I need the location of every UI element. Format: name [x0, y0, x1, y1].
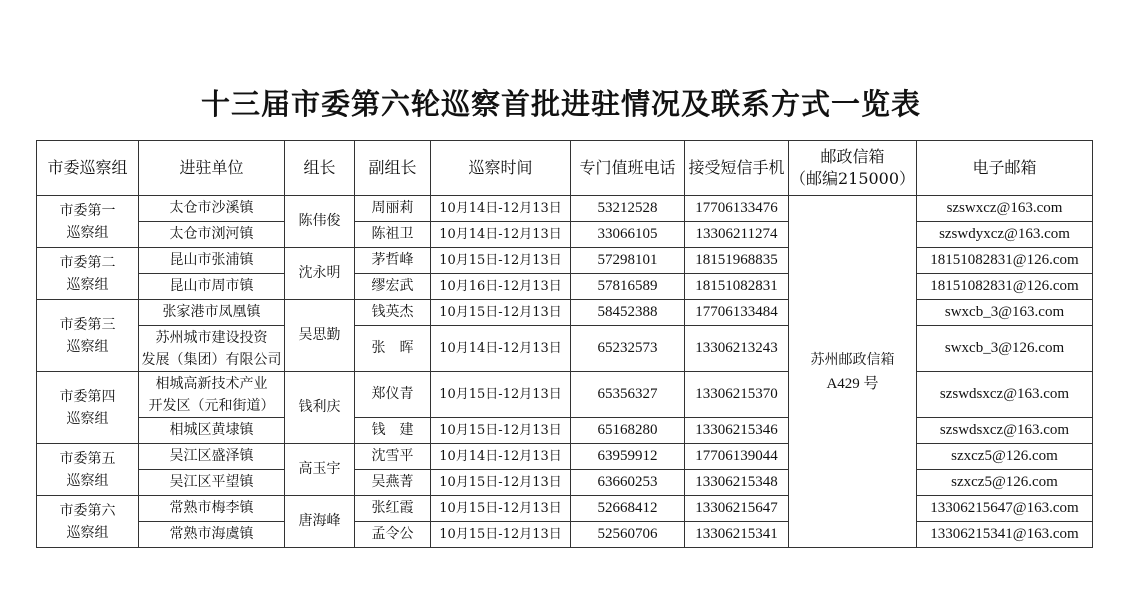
deputy-cell: 钱英杰	[355, 300, 431, 326]
unit-line1: 苏州城市建设投资	[155, 329, 268, 346]
leader-cell: 沈永明	[285, 248, 355, 300]
table-row	[37, 470, 1093, 496]
group-name-line2: 巡察组	[66, 338, 109, 355]
deputy-cell: 沈雪平	[355, 444, 431, 470]
postbox-line2: A429 号	[826, 375, 879, 392]
unit-cell	[139, 326, 285, 372]
email-cell[interactable]: szxcz5@126.com	[917, 470, 1093, 496]
table-row	[37, 300, 1093, 326]
unit-line1: 相城高新技术产业	[155, 375, 268, 392]
header-postbox-line2: （邮编215000）	[789, 169, 916, 188]
mobile-cell: 18151082831	[685, 274, 789, 300]
mobile-cell: 13306215370	[685, 372, 789, 418]
leader-cell: 唐海峰	[285, 496, 355, 548]
unit-cell: 吴江区盛泽镇	[139, 444, 285, 470]
table-row	[37, 248, 1093, 274]
header-postbox	[789, 141, 917, 196]
group-name	[37, 496, 139, 548]
deputy-cell: 钱 建	[355, 418, 431, 444]
phone-cell: 65356327	[571, 372, 685, 418]
header-leader: 组长	[285, 141, 355, 196]
email-cell[interactable]: 18151082831@126.com	[917, 274, 1093, 300]
mobile-cell: 13306215348	[685, 470, 789, 496]
unit-cell: 昆山市张浦镇	[139, 248, 285, 274]
unit-cell: 昆山市周市镇	[139, 274, 285, 300]
mobile-cell: 17706133476	[685, 196, 789, 222]
period-cell: 10月14日-12月13日	[431, 326, 571, 372]
phone-cell: 63660253	[571, 470, 685, 496]
email-cell[interactable]: szswdyxcz@163.com	[917, 222, 1093, 248]
phone-cell: 65232573	[571, 326, 685, 372]
header-postbox-line1: 邮政信箱	[820, 147, 885, 166]
deputy-cell: 张 晖	[355, 326, 431, 372]
group-name-line1: 市委第四	[59, 388, 116, 405]
mobile-cell: 13306215346	[685, 418, 789, 444]
header-email: 电子邮箱	[917, 141, 1093, 196]
header-group: 市委巡察组	[37, 141, 139, 196]
deputy-cell: 孟令公	[355, 522, 431, 548]
email-cell[interactable]: szxcz5@126.com	[917, 444, 1093, 470]
group-name	[37, 444, 139, 496]
table-row	[37, 222, 1093, 248]
header-period: 巡察时间	[431, 141, 571, 196]
leader-cell: 陈伟俊	[285, 196, 355, 248]
mobile-cell: 17706133484	[685, 300, 789, 326]
group-name	[37, 372, 139, 444]
phone-cell: 63959912	[571, 444, 685, 470]
header-phone: 专门值班电话	[571, 141, 685, 196]
period-cell: 10月15日-12月13日	[431, 496, 571, 522]
phone-cell: 65168280	[571, 418, 685, 444]
group-name-line2: 巡察组	[66, 410, 109, 427]
phone-cell: 52560706	[571, 522, 685, 548]
period-cell: 10月16日-12月13日	[431, 274, 571, 300]
email-cell[interactable]: szswdsxcz@163.com	[917, 418, 1093, 444]
phone-cell: 57298101	[571, 248, 685, 274]
unit-line2: 发展（集团）有限公司	[141, 351, 282, 368]
document-title: 十三届市委第六轮巡察首批进驻情况及联系方式一览表	[200, 87, 921, 121]
phone-cell: 52668412	[571, 496, 685, 522]
mobile-cell: 13306215647	[685, 496, 789, 522]
group-name-line2: 巡察组	[66, 224, 109, 241]
table-row	[37, 326, 1093, 372]
group-name	[37, 248, 139, 300]
table-row	[37, 274, 1093, 300]
phone-cell: 57816589	[571, 274, 685, 300]
group-name-line2: 巡察组	[66, 472, 109, 489]
email-cell[interactable]: 13306215341@163.com	[917, 522, 1093, 548]
deputy-cell: 张红霞	[355, 496, 431, 522]
period-cell: 10月14日-12月13日	[431, 196, 571, 222]
header-unit: 进驻单位	[139, 141, 285, 196]
period-cell: 10月15日-12月13日	[431, 372, 571, 418]
group-name-line2: 巡察组	[66, 276, 109, 293]
group-name-line2: 巡察组	[66, 524, 109, 541]
leader-cell: 吴思勤	[285, 300, 355, 372]
period-cell: 10月14日-12月13日	[431, 222, 571, 248]
contact-table	[36, 140, 1093, 548]
deputy-cell: 缪宏武	[355, 274, 431, 300]
table-row	[37, 418, 1093, 444]
email-cell[interactable]: 18151082831@126.com	[917, 248, 1093, 274]
postbox-line1: 苏州邮政信箱	[810, 351, 895, 368]
group-name-line1: 市委第五	[59, 450, 116, 467]
period-cell: 10月15日-12月13日	[431, 248, 571, 274]
mobile-cell: 18151968835	[685, 248, 789, 274]
phone-cell: 33066105	[571, 222, 685, 248]
period-cell: 10月15日-12月13日	[431, 522, 571, 548]
phone-cell: 58452388	[571, 300, 685, 326]
header-deputy: 副组长	[355, 141, 431, 196]
unit-cell: 太仓市浏河镇	[139, 222, 285, 248]
unit-cell: 相城区黄埭镇	[139, 418, 285, 444]
group-name-line1: 市委第六	[59, 502, 116, 519]
email-cell[interactable]: szswdsxcz@163.com	[917, 372, 1093, 418]
period-cell: 10月15日-12月13日	[431, 418, 571, 444]
table-row	[37, 372, 1093, 418]
unit-cell: 常熟市海虞镇	[139, 522, 285, 548]
mobile-cell: 13306215341	[685, 522, 789, 548]
phone-cell: 53212528	[571, 196, 685, 222]
deputy-cell: 陈祖卫	[355, 222, 431, 248]
deputy-cell: 周丽莉	[355, 196, 431, 222]
leader-cell: 钱利庆	[285, 372, 355, 444]
email-cell[interactable]: szswxcz@163.com	[917, 196, 1093, 222]
mobile-cell: 17706139044	[685, 444, 789, 470]
email-cell[interactable]: swxcb_3@126.com	[917, 326, 1093, 372]
period-cell: 10月15日-12月13日	[431, 300, 571, 326]
period-cell: 10月15日-12月13日	[431, 470, 571, 496]
unit-cell: 太仓市沙溪镇	[139, 196, 285, 222]
table-row	[37, 496, 1093, 522]
unit-cell: 张家港市凤凰镇	[139, 300, 285, 326]
leader-cell: 高玉宇	[285, 444, 355, 496]
mobile-cell: 13306211274	[685, 222, 789, 248]
email-cell[interactable]: swxcb_3@163.com	[917, 300, 1093, 326]
mobile-cell: 13306213243	[685, 326, 789, 372]
header-row	[37, 141, 1093, 196]
unit-cell: 常熟市梅李镇	[139, 496, 285, 522]
unit-line2: 开发区（元和街道）	[148, 397, 275, 414]
group-name	[37, 300, 139, 372]
table-row	[37, 444, 1093, 470]
header-mobile: 接受短信手机	[685, 141, 789, 196]
group-name-line1: 市委第三	[59, 316, 116, 333]
group-name-line1: 市委第二	[59, 254, 116, 271]
email-cell[interactable]: 13306215647@163.com	[917, 496, 1093, 522]
postbox-cell	[789, 196, 917, 548]
deputy-cell: 吴燕菁	[355, 470, 431, 496]
group-name	[37, 196, 139, 248]
table-row	[37, 196, 1093, 222]
period-cell: 10月14日-12月13日	[431, 444, 571, 470]
deputy-cell: 郑仪青	[355, 372, 431, 418]
group-name-line1: 市委第一	[59, 202, 116, 219]
deputy-cell: 茅哲峰	[355, 248, 431, 274]
table-row	[37, 522, 1093, 548]
unit-cell	[139, 372, 285, 418]
unit-cell: 吴江区平望镇	[139, 470, 285, 496]
